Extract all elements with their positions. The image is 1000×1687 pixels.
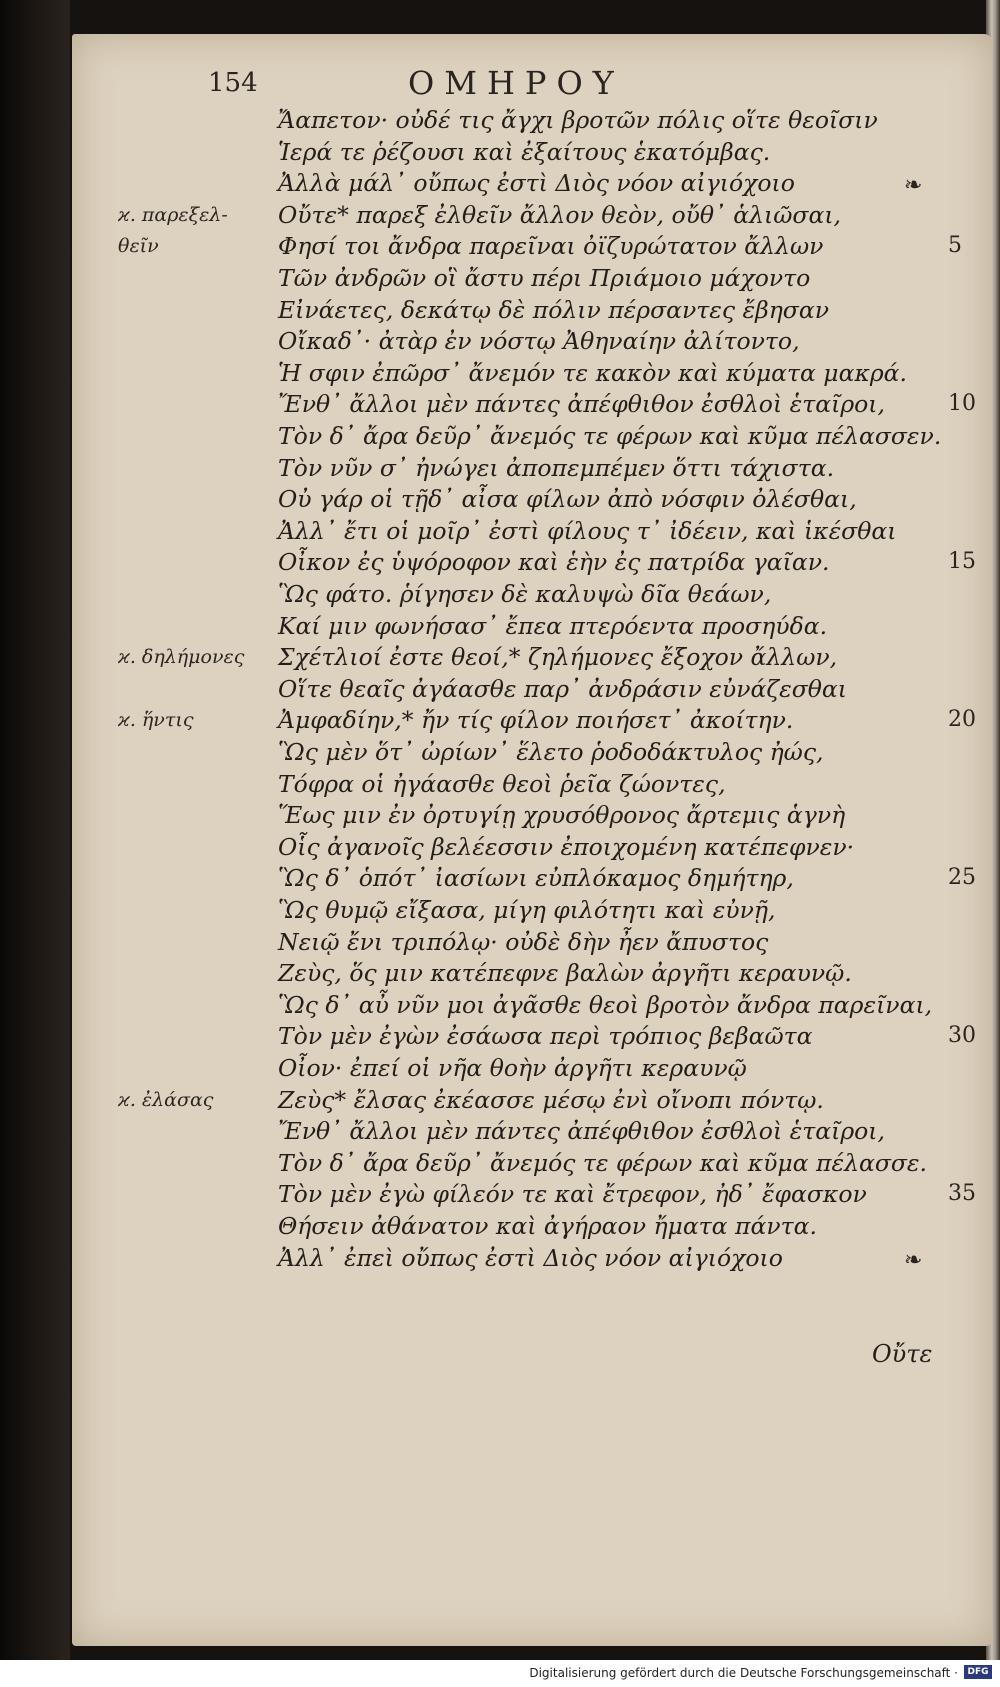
verse-line [0, 483, 930, 515]
line-number: 25 [948, 865, 976, 891]
verse-line [0, 294, 930, 326]
verse-text: Νειῷ ἔνι τριπόλῳ· οὐδὲ δὴν ἦεν ἄπυστος [278, 927, 769, 956]
verse-line [0, 1178, 976, 1210]
verse-line [0, 1020, 976, 1052]
verse-text: Οἶκον ἐς ὑψόροφον καὶ ἑὴν ἐς πατρίδα γαῖαν. [278, 548, 830, 577]
verse-text: Τὸν δ᾽ ἄρα δεῦρ᾽ ἄνεμός τε φέρων καὶ κῦμα πέλασσε. [278, 1148, 928, 1177]
verse-line [0, 1242, 930, 1274]
verse-text: Ὣς μὲν ὅτ᾽ ὠρίων᾽ ἕλετο ῥοδοδάκτυλος ἠώς, [278, 738, 824, 766]
verse-line [0, 799, 930, 831]
margin-note: θεῖν [118, 235, 159, 258]
line-number: 5 [948, 233, 962, 259]
verse-line [0, 136, 930, 168]
verse-line [0, 610, 930, 642]
verse-line [0, 641, 930, 673]
verse-line [0, 831, 930, 863]
verse-line [0, 1052, 930, 1084]
verse-text: Οὐ γάρ οἱ τῇδ᾽ αἶσα φίλων ἀπὸ νόσφιν ὀλέσθαι, [278, 485, 857, 514]
verse-text: Ὣς δ᾽ αὖ νῦν μοι ἀγᾶσθε θεοὶ βροτὸν ἄνδρα παρεῖναι, [278, 990, 933, 1019]
verse-text: Τὸν δ᾽ ἄρα δεῦρ᾽ ἄνεμός τε φέρων καὶ κῦμα πέλασσεν. [278, 422, 942, 450]
verse-text: Ὣς δ᾽ ὁπότ᾽ ἰασίωνι εὐπλόκαμος δημήτηρ, [278, 864, 794, 893]
verse-line [0, 167, 930, 199]
verse-line [0, 230, 962, 262]
line-number: 10 [948, 391, 976, 417]
verse-block [0, 104, 976, 1364]
verse-text: Ἀλλ᾽ ἐπεὶ οὔπως ἐστὶ Διὸς νόον αἰγιόχοιο [278, 1243, 783, 1272]
fleuron-icon: ❧ [904, 173, 923, 199]
footer-credit: Digitalisierung gefördert durch die Deutsche Forschungsgemeinschaft · [529, 1666, 958, 1680]
verse-line [0, 957, 930, 989]
verse-line [0, 357, 930, 389]
verse-text: Οὔτε* παρεξ ἐλθεῖν ἄλλον θεὸν, οὔθ᾽ ἁλιῶσαι, [278, 200, 842, 229]
verse-text: Ὣς θυμῷ εἴξασα, μίγη φιλότητι καὶ εὐνῇ, [278, 896, 776, 924]
verse-text: Οἴκαδ᾽· ἀτὰρ ἐν νόστῳ Ἀθηναίην ἀλίτοντο, [278, 327, 800, 356]
verse-line [0, 736, 930, 768]
line-number: 35 [948, 1181, 976, 1207]
verse-line [0, 578, 930, 610]
verse-text: Ἔνθ᾽ ἄλλοι μὲν πάντες ἀπέφθιθον ἐσθλοὶ ἑταῖροι, [278, 1117, 885, 1146]
verse-text: Σχέτλιοί ἐστε θεοί,* ζηλήμονες ἔξοχον ἄλλων, [278, 643, 838, 672]
margin-note: ϰ. ἐλάσας [118, 1088, 214, 1111]
page-header [208, 64, 828, 108]
verse-text: Οἶον· ἐπεί οἱ νῆα θοὴν ἀργῆτι κεραυνῷ [278, 1054, 747, 1082]
verse-line [0, 515, 930, 547]
verse-line [0, 199, 930, 231]
verse-text: Τὸν μὲν ἐγὼν ἐσάωσα περὶ τρόπιος βεβαῶτα [278, 1022, 813, 1051]
verse-text: Ἄαπετον· οὐδέ τις ἄγχι βροτῶν πόλις οἵτε θεοῖσιν [278, 106, 878, 134]
verse-text: Οἵτε θεαῖς ἀγάασθε παρ᾽ ἀνδράσιν εὐνάζεσθαι [278, 674, 847, 703]
verse-text: Εἰνάετες, δεκάτῳ δὲ πόλιν πέρσαντες ἔβησαν [278, 295, 829, 324]
verse-line [0, 894, 930, 926]
verse-text: Θήσειν ἀθάνατον καὶ ἀγήραον ἤματα πάντα. [278, 1212, 817, 1240]
verse-line [0, 1210, 930, 1242]
dfg-logo: DFG [964, 1665, 992, 1679]
verse-text: Ἕως μιν ἐν ὀρτυγίῃ χρυσόθρονος ἄρτεμις ἁγνὴ [278, 801, 846, 830]
verse-text: Φησί τοι ἄνδρα παρεῖναι ὀϊζυρώτατον ἄλλων [278, 232, 824, 261]
verse-line [0, 704, 976, 736]
verse-text: Τόφρα οἱ ἠγάασθε θεοὶ ῥεῖα ζώοντες, [278, 769, 726, 798]
verse-text: Καί μιν φωνήσασ᾽ ἔπεα πτερόεντα προσηύδα. [278, 611, 828, 640]
verse-text: Ἀλλ᾽ ἔτι οἱ μοῖρ᾽ ἐστὶ φίλους τ᾽ ἰδέειν, καὶ ἱκέσθαι [278, 516, 897, 545]
verse-line [0, 1115, 930, 1147]
verse-line [0, 1147, 930, 1179]
verse-text: Ἀμφαδίην,* ἤν τίς φίλον ποιήσετ᾽ ἀκοίτην. [278, 706, 794, 735]
fleuron-icon: ❧ [904, 1247, 923, 1273]
verse-text: Τὸν μὲν ἐγὼ φίλεόν τε καὶ ἔτρεφον, ἠδ᾽ ἔφασκον [278, 1180, 867, 1209]
verse-text: Ζεὺς* ἔλσας ἐκέασσε μέσῳ ἐνὶ οἴνοπι πόντῳ. [278, 1085, 824, 1114]
verse-text: Ὣς φάτο. ῥίγησεν δὲ καλυψὼ δῖα θεάων, [278, 580, 772, 608]
line-number: 20 [948, 707, 976, 733]
verse-text: Οἷς ἀγανοῖς βελέεσσιν ἐποιχομένη κατέπεφνεν· [278, 832, 855, 861]
verse-text: Τὸν νῦν σ᾽ ἠνώγει ἀποπεμπέμεν ὅττι τάχιστα. [278, 453, 835, 482]
verse-text: Ἔνθ᾽ ἄλλοι μὲν πάντες ἀπέφθιθον ἐσθλοὶ ἑταῖροι, [278, 390, 885, 419]
footer-bar [0, 1660, 1000, 1687]
margin-note: ϰ. ἥντις [118, 709, 194, 732]
verse-line [0, 926, 930, 958]
running-head: ΟΜΗΡΟΥ [408, 64, 624, 102]
verse-line [0, 452, 930, 484]
verse-text: Ἡ σφιν ἐπῶρσ᾽ ἄνεμόν τε κακὸν καὶ κύματα μακρά. [278, 358, 908, 387]
margin-note: ϰ. δηλήμονες [118, 646, 245, 669]
verse-line [0, 325, 930, 357]
verse-text: Ἀλλὰ μάλ᾽ οὔπως ἐστὶ Διὸς νόον αἰγιόχοιο [278, 169, 795, 198]
margin-note: ϰ. παρεξελ- [118, 203, 228, 226]
verse-line [0, 262, 930, 294]
verse-line [0, 673, 930, 705]
line-number: 15 [948, 549, 976, 575]
verse-line [0, 862, 976, 894]
page-number: 154 [208, 68, 258, 98]
line-number: 30 [948, 1023, 976, 1049]
verse-text: Ζεὺς, ὅς μιν κατέπεφνε βαλὼν ἀργῆτι κεραυνῷ. [278, 959, 852, 988]
verse-line [0, 388, 976, 420]
verse-line [0, 546, 976, 578]
verse-line [0, 1084, 930, 1116]
verse-line [0, 420, 942, 452]
verse-line [0, 104, 930, 136]
verse-line [0, 768, 930, 800]
verse-text: Ἱερά τε ῥέζουσι καὶ ἐξαίτους ἑκατόμβας. [278, 137, 771, 166]
verse-text: Τῶν ἀνδρῶν οἳ ἄστυ πέρι Πριάμοιο μάχοντο [278, 264, 811, 292]
catchword: Οὔτε [872, 1340, 933, 1368]
verse-line [0, 989, 933, 1021]
